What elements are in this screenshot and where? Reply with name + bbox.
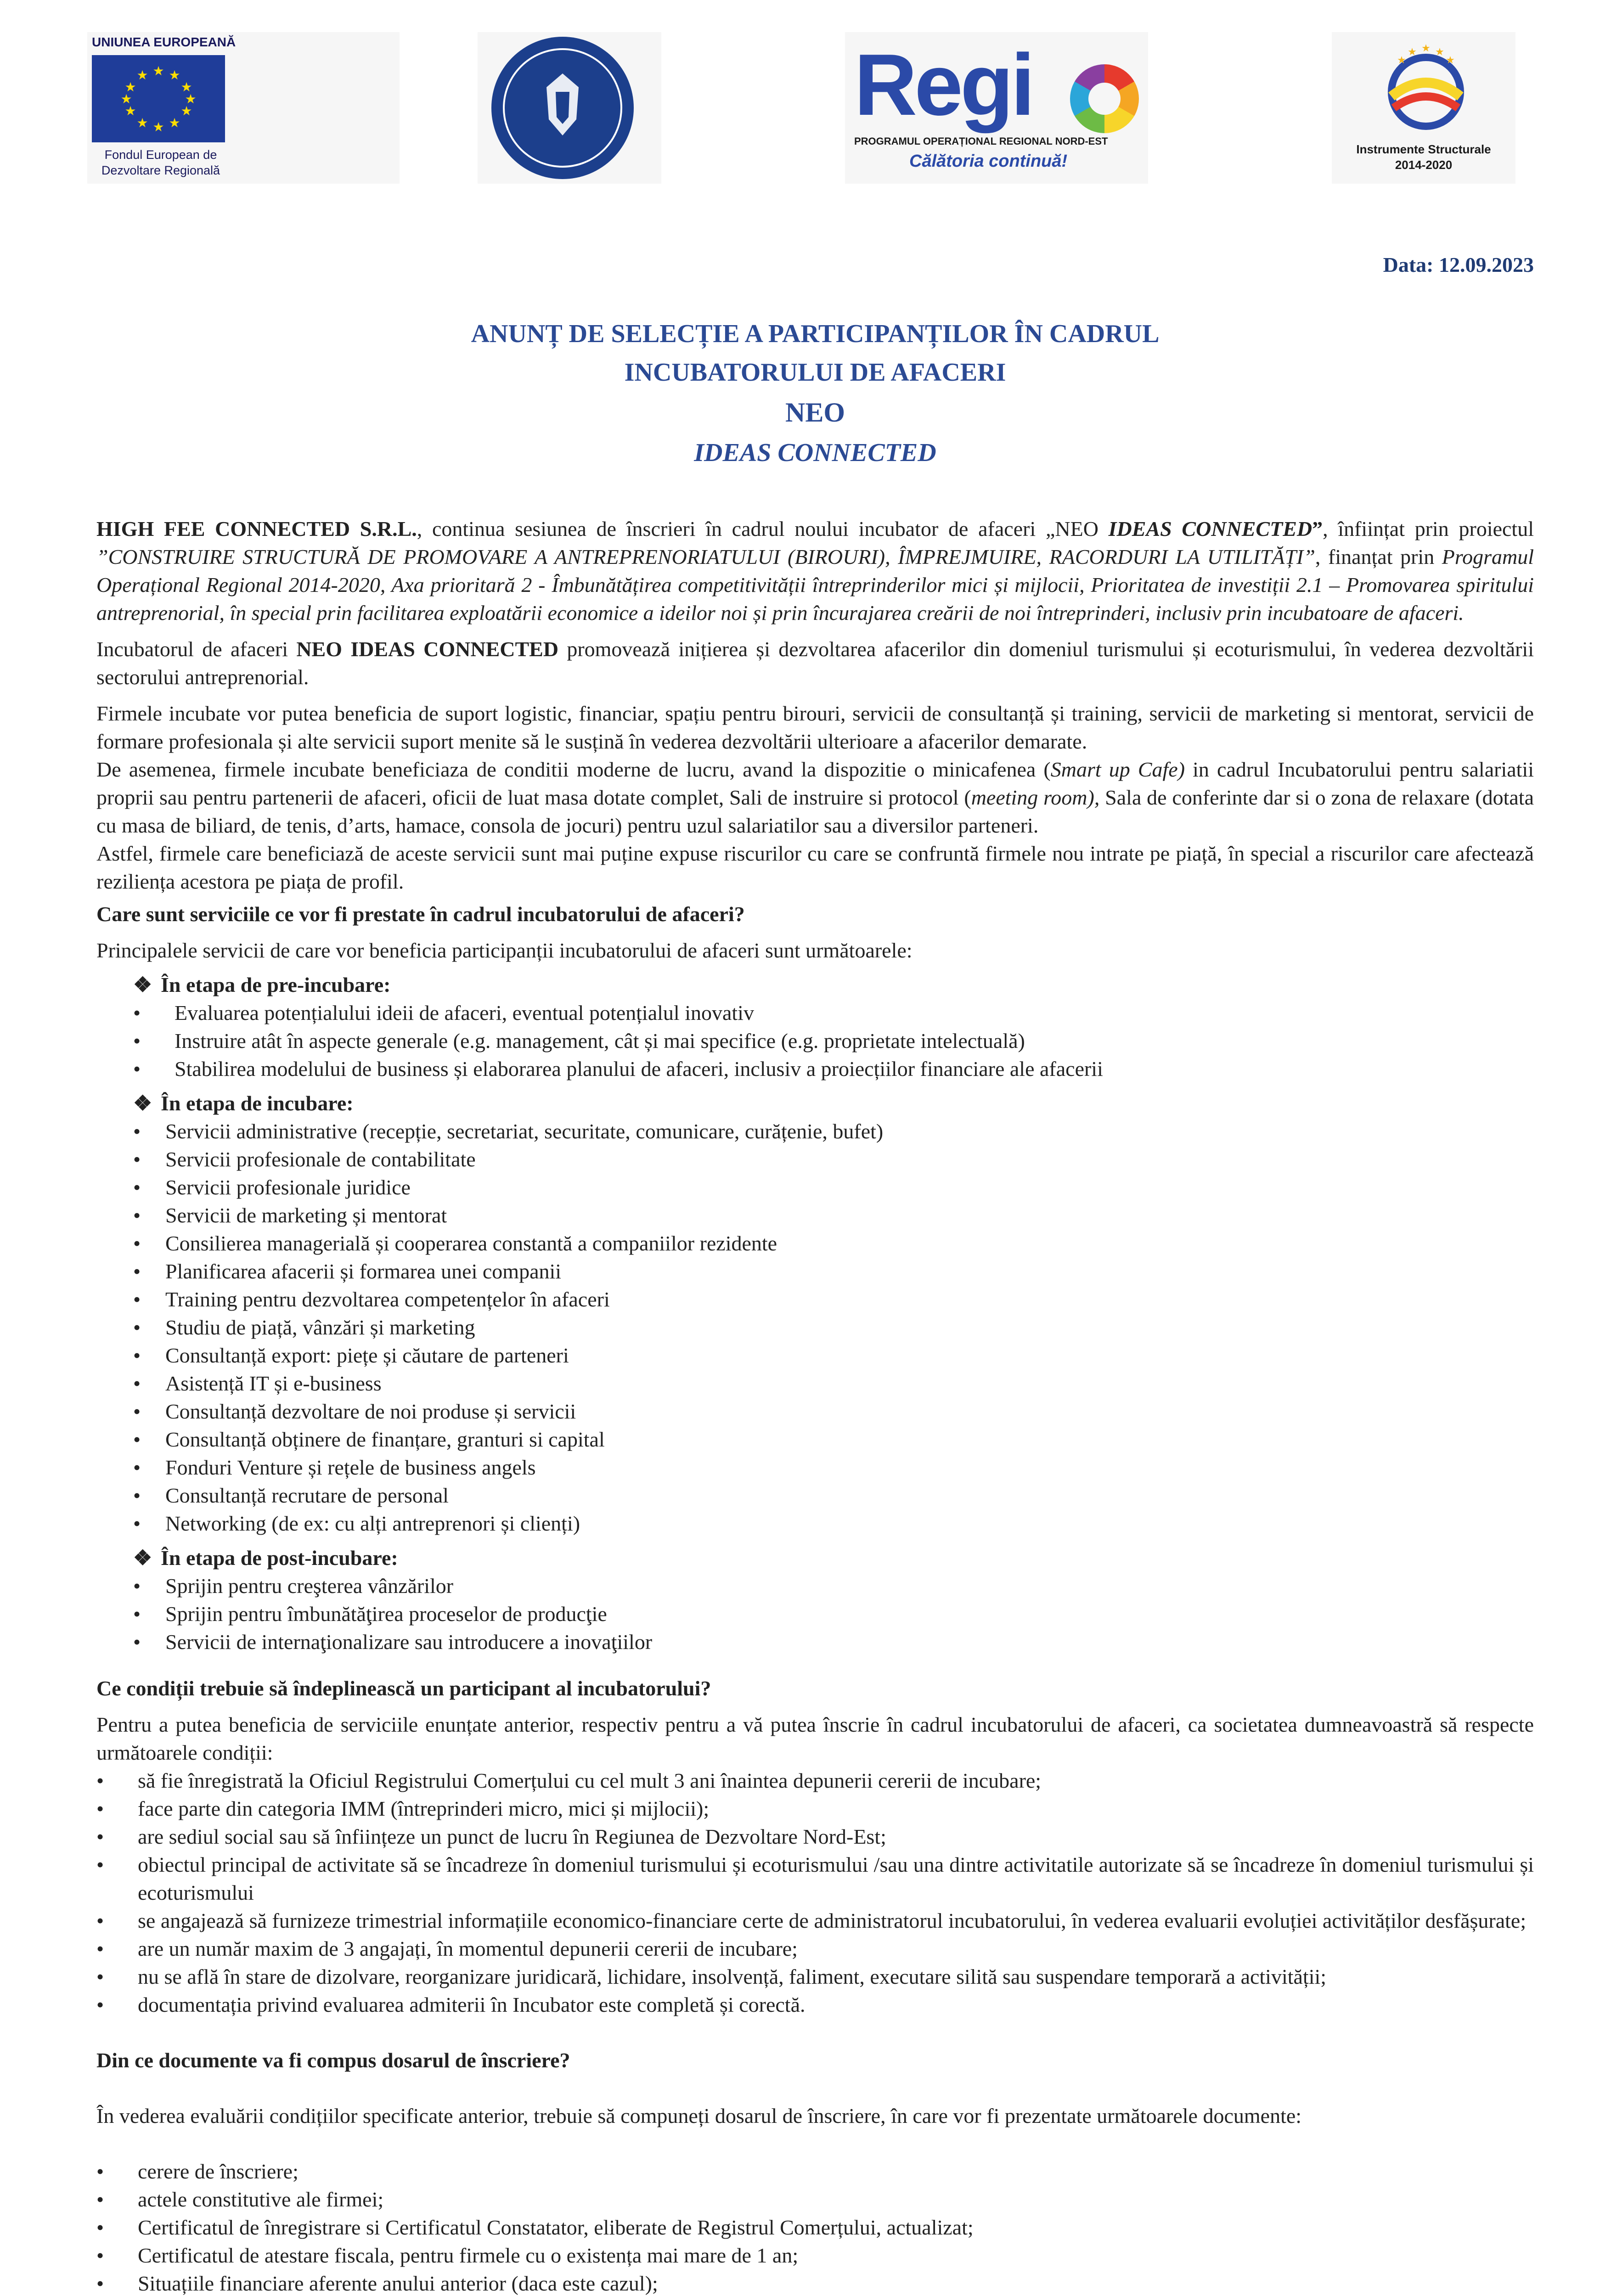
title-line-4: IDEAS CONNECTED: [694, 439, 936, 467]
eu-logo: [87, 32, 400, 184]
project-name: ”CONSTRUIRE STRUCTURĂ DE PROMOVARE A ANTREPRENORIATULUI (BIROURI), ÎMPREJMUIRE, RACORDURI LA UTILITĂȚI”: [96, 545, 1315, 568]
svg-text:★: ★: [152, 119, 164, 135]
benefits-paragraph: Astfel, firmele care beneficiază de aceste servicii sunt mai puține expuse riscurilor cu care se confruntă firmele nou intrate pe piață, în special a riscurilor care afectează reziliența acestora pe piața de profil.: [96, 842, 1534, 893]
romania-coat-of-arms-icon: [491, 37, 634, 179]
documents-intro: În vederea evaluării condițiilor specificate anterior, trebuie să compuneți dosarul de înscriere, în care vor fi prezentate următoarele documente:: [96, 2104, 1302, 2127]
list-item: • Consilierea managerială și cooperarea constantă a companiilor rezidente: [133, 1229, 1534, 1257]
documents-list: [96, 2157, 1534, 2296]
svg-text:★: ★: [169, 115, 180, 130]
smart-up-cafe: Smart up Cafe): [1050, 758, 1185, 781]
regio-wordmark: Regi: [854, 36, 1032, 134]
list-item: • Studiu de piață, vânzări și marketing: [133, 1313, 1534, 1341]
post-incubation-heading: [133, 1544, 1534, 1572]
pre-incubation-heading: [133, 971, 1534, 999]
document-date: Data: 12.09.2023: [1383, 253, 1534, 276]
list-item: • Certificatul de atestare fiscala, pentru firmele cu o existența mai mare de 1 an;: [96, 2241, 1534, 2269]
svg-text:★: ★: [1421, 43, 1431, 54]
pre-incubation-list: [133, 999, 1534, 1083]
para2-incubator-name: NEO IDEAS CONNECTED: [296, 637, 559, 661]
structural-instruments-logo: [1332, 32, 1515, 184]
list-item: • Consultanță recrutare de personal: [133, 1481, 1534, 1509]
incubator-name: IDEAS CONNECTED: [1108, 517, 1312, 540]
conditions-heading: Ce condiții trebuie să îndeplinească un participant al incubatorului?: [96, 1677, 711, 1700]
list-item: • nu se află în stare de dizolvare, reorganizare juridicară, lichidare, insolvență, faliment, executare silită sau suspendare temporară a activității;: [96, 1963, 1534, 1991]
list-item: • actele constitutive ale firmei;: [96, 2185, 1534, 2213]
conditions-list: [96, 1767, 1534, 2019]
is-caption-line2: 2014-2020: [1395, 158, 1453, 172]
diamond-bullet-icon: ❖: [133, 1546, 152, 1570]
para2-text-2: promovează inițierea și dezvoltarea afacerilor din domeniul turismului și ecoturismului, în vederea dezvoltării sectorului antreprenorial.: [96, 637, 1534, 689]
support-paragraph: Firmele incubate vor putea beneficia de suport logistic, financiar, spațiu pentru birouri, servicii de consultanță și training, servicii de marketing si mentorat, servicii de formare profesionala și alte servicii suport menite să le susțină în vederea dezvoltării ulterioare a afacerilor demarate.: [96, 702, 1534, 753]
svg-text:★: ★: [169, 68, 180, 83]
title-line-1: ANUNȚ DE SELECȚIE A PARTICIPANȚILOR ÎN CADRUL: [471, 320, 1160, 348]
facilities-paragraph: [96, 755, 1534, 839]
structural-instruments-icon: [1382, 41, 1470, 133]
meeting-room: meeting room),: [971, 786, 1100, 809]
regio-color-wheel-icon: [1070, 64, 1139, 133]
list-item: • Fonduri Venture și rețele de business angels: [133, 1453, 1534, 1481]
list-item: • Asistență IT și e-business: [133, 1369, 1534, 1397]
announcement-title: [96, 315, 1534, 473]
list-item: • Consultanță obținere de finanțare, granturi si capital: [133, 1425, 1534, 1453]
intro-paragraph: [96, 515, 1534, 627]
diamond-bullet-icon: ❖: [133, 1092, 152, 1115]
svg-text:★: ★: [180, 79, 192, 95]
incubator-focus-paragraph: [96, 635, 1534, 691]
list-item: • se angajează să furnizeze trimestrial informațiile economico-financiare certe de administratorul incubatorului, în vederea evaluarii evoluției activităților desfășurate;: [96, 1907, 1534, 1935]
regio-slogan: Călătoria continuă!: [909, 152, 1068, 171]
list-item: • Sprijin pentru creşterea vânzărilor: [133, 1572, 1534, 1600]
svg-text:★: ★: [1397, 55, 1406, 66]
intro-quote-end: ”: [1312, 517, 1323, 540]
list-item: • Servicii de marketing și mentorat: [133, 1201, 1534, 1229]
regio-subtitle: PROGRAMUL OPERAȚIONAL REGIONAL NORD-EST: [854, 135, 1108, 147]
svg-text:★: ★: [124, 79, 136, 95]
list-item: • documentația privind evaluarea admiterii în Incubator este completă și corectă.: [96, 1991, 1534, 2019]
incubation-list: [133, 1117, 1534, 1537]
list-item: • Instruire atât în aspecte generale (e.g. management, cât și mai specifice (e.g. proprietate intelectuală): [133, 1027, 1534, 1055]
para4-text-1: De asemenea, firmele incubate beneficiaza de conditii moderne de lucru, avand la dispozitie o minicafenea (: [96, 758, 1051, 781]
program-name: Programul Operațional Regional 2014-2020, Axa prioritară 2 - Îmbunătățirea competitivității întreprinderilor mici și mijlocii, Prioritatea de investiții 2.1 – Promovarea spiritului antreprenorial, în special prin facilitarea exploatării economice a ideilor noi și prin încurajarea creării de noi întreprinderi, inclusiv prin incubatoare de afaceri.: [96, 545, 1534, 625]
intro-text-3: , finanțat prin: [1315, 545, 1442, 568]
list-item: • Consultanță dezvoltare de noi produse și servicii: [133, 1397, 1534, 1425]
list-item: • Servicii administrative (recepție, secretariat, securitate, comunicare, curățenie, bufet): [133, 1117, 1534, 1145]
svg-text:★: ★: [1408, 46, 1417, 58]
list-item: • are un număr maxim de 3 angajați, în momentul depunerii cererii de incubare;: [96, 1935, 1534, 1963]
list-item: • Networking (de ex: cu alți antreprenori și clienți): [133, 1509, 1534, 1537]
list-item: • Certificatul de înregistrare si Certificatul Constatator, eliberate de Registrul Comerțului, actualizat;: [96, 2213, 1534, 2241]
svg-text:★: ★: [1446, 55, 1455, 66]
intro-text-2: , înființat prin proiectul: [1323, 517, 1534, 540]
list-item: • să fie înregistrată la Oficiul Registrului Comerțului cu cel mult 3 ani înaintea depunerii cererii de incubare;: [96, 1767, 1534, 1795]
svg-text:★: ★: [120, 91, 132, 107]
intro-text-1: , continua sesiunea de înscrieri în cadrul noului incubator de afaceri „NEO: [417, 517, 1109, 540]
list-item: • Consultanță export: piețe și căutare de parteneri: [133, 1341, 1534, 1369]
is-caption-line1: Instrumente Structurale: [1356, 142, 1491, 156]
eu-caption-line1: Fondul European de: [104, 148, 217, 162]
incubation-title: În etapa de incubare:: [161, 1092, 354, 1115]
svg-text:★: ★: [1435, 46, 1444, 58]
para4-text-3: Sala de conferinte dar si o zona de relaxare (dotata cu masa de biliard, de tenis, d’arts, hamace, consola de jocuri) pentru uzul salariatilor sau a diversilor parteneri.: [96, 786, 1534, 837]
svg-text:★: ★: [136, 115, 148, 130]
list-item: • face parte din categoria IMM (întreprinderi micro, mici și mijlocii);: [96, 1795, 1534, 1823]
announcement-body: [96, 239, 1534, 2296]
list-item: • Sprijin pentru îmbunătăţirea proceselor de producţie: [133, 1600, 1534, 1628]
services-heading: Care sunt serviciile ce vor fi prestate în cadrul incubatorului de afaceri?: [96, 902, 745, 926]
svg-text:★: ★: [136, 68, 148, 83]
post-incubation-title: În etapa de post-incubare:: [161, 1546, 398, 1570]
logo-bar: [0, 32, 1611, 184]
title-line-2: INCUBATORULUI DE AFACERI: [624, 358, 1006, 387]
incubation-heading: [133, 1089, 1534, 1117]
conditions-intro: Pentru a putea beneficia de serviciile enunțate anterior, respectiv pentru a vă putea înscrie în cadrul incubatorului de afaceri, ca societatea dumneavoastră să respecte următoarele condiții:: [96, 1713, 1534, 1764]
eu-caption-line2: Dezvoltare Regională: [101, 163, 220, 177]
government-logo: [478, 32, 661, 184]
list-item: • Evaluarea potențialului ideii de afaceri, eventual potențialul inovativ: [133, 999, 1534, 1027]
list-item: • Planificarea afacerii și formarea unei companii: [133, 1257, 1534, 1285]
post-incubation-list: [133, 1572, 1534, 1656]
diamond-bullet-icon: ❖: [133, 973, 152, 996]
eu-logo-top-text: UNIUNEA EUROPEANĂ: [92, 35, 236, 49]
documents-heading: Din ce documente va fi compus dosarul de înscriere?: [96, 2048, 570, 2072]
list-item: • Servicii de internaţionalizare sau introducere a inovaţiilor: [133, 1628, 1534, 1656]
svg-text:★: ★: [152, 63, 164, 79]
svg-text:★: ★: [180, 103, 192, 118]
services-intro: Principalele servicii de care vor beneficia participanții incubatorului de afaceri sunt următoarele:: [96, 939, 913, 962]
structural-instruments-caption: [1332, 141, 1515, 173]
list-item: • Training pentru dezvoltarea competențelor în afaceri: [133, 1285, 1534, 1313]
regio-logo: [845, 32, 1148, 184]
list-item: • Servicii profesionale juridice: [133, 1173, 1534, 1201]
pre-incubation-title: În etapa de pre-incubare:: [161, 973, 391, 996]
list-item: • Servicii profesionale de contabilitate: [133, 1145, 1534, 1173]
list-item: • are sediul social sau să înființeze un punct de lucru în Regiunea de Dezvoltare Nord-Est;: [96, 1823, 1534, 1851]
company-name: HIGH FEE CONNECTED S.R.L.: [96, 517, 417, 540]
list-item: • obiectul principal de activitate să se încadreze în domeniul turismului și ecoturismului /sau una dintre activitatile autorizate să se încadreze în domeniul turismului și ecoturismului: [96, 1851, 1534, 1907]
svg-text:★: ★: [185, 91, 197, 107]
title-line-3: NEO: [785, 397, 845, 428]
list-item: • cerere de înscriere;: [96, 2157, 1534, 2185]
eu-flag-icon: [92, 55, 225, 142]
list-item: • Stabilirea modelului de business și elaborarea planului de afaceri, inclusiv a proiecțiilor financiare ale afacerii: [133, 1055, 1534, 1083]
svg-text:★: ★: [124, 103, 136, 118]
para4-text-2: in cadrul Incubatorului pentru salariatii proprii sau pentru partenerii de afaceri, oficii de luat masa dotate complet, Sali de instruire si protocol (: [96, 758, 1534, 809]
para2-text-1: Incubatorul de afaceri: [96, 637, 297, 661]
list-item: • Situațiile financiare aferente anului anterior (daca este cazul);: [96, 2269, 1534, 2296]
eu-logo-caption: [87, 147, 234, 178]
